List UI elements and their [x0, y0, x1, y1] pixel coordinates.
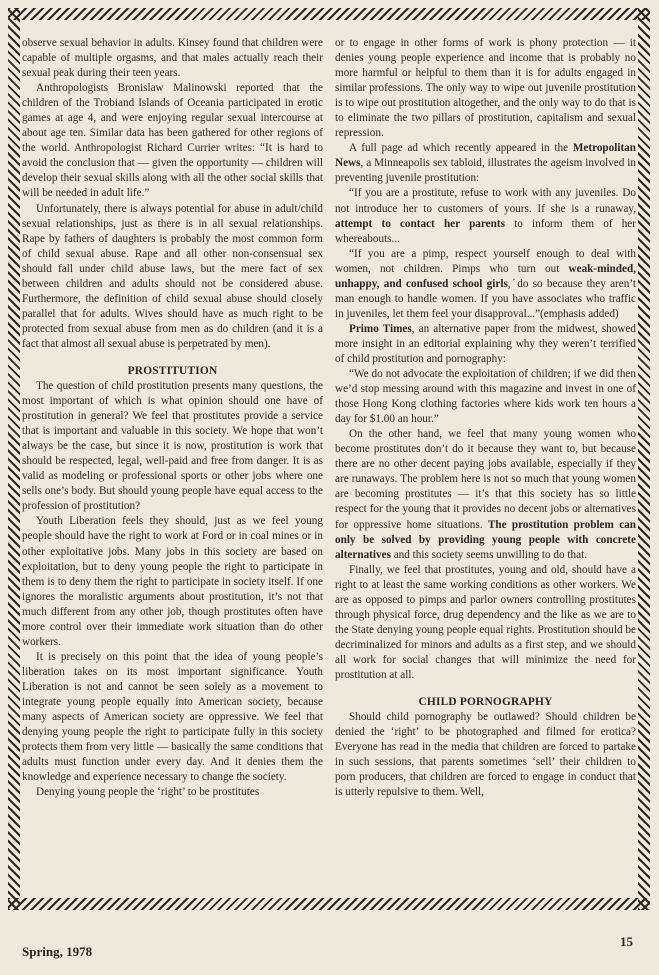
section-heading-child-pornography: CHILD PORNOGRAPHY	[418, 696, 553, 709]
decorative-border-bottom	[8, 898, 650, 910]
emphasis: The prostitution problem can only be solved by providing young people with concrete alternatives	[335, 518, 636, 561]
text-run: “If you are a pimp, respect yourself enough to deal with women, not children. Pimps who turn out	[335, 247, 636, 275]
page-number: 15	[620, 934, 633, 949]
paragraph: Unfortunately, there is always potential for abuse in adult/child sexual relationships, just as there is in all sexual relationships. Rape by fathers of daughters is probably the most common form of child sexual abuse. Rape and all other non-consensual sex should fall under child abuse laws, but the mere fact of sex between children and adults should not be considered abuse. Furthermore, the definition of child sexual abuse should closely parallel that for adults. Wives should have as much right to be protected from sexual abuse from men as do children (and it is a fact that almost all sexual abuse is perpetrated by men).	[22, 202, 323, 350]
paragraph	[335, 247, 636, 322]
emphasis: attempt to contact her parents	[335, 217, 505, 230]
paragraph: Finally, we feel that prostitutes, young and old, should have a right to at least the same working conditions as other workers. We are as opposed to pimps and parlor owners controlling prostitutes through physical force, drug dependency and the like as we are to the State denying young people equal rights. Prostitution should be decriminalized for minors and adults as a first step, and we should all work for social changes that will minimize the need for prostitution at all.	[335, 563, 636, 681]
publication-name: Metropolitan News	[335, 142, 636, 170]
decorative-border-left	[8, 8, 20, 910]
left-column	[22, 36, 323, 894]
text-run: On the other hand, we feel that many young women who become prostitutes don’t do it because they want to, but because there are no other decent paying jobs available, especially if they are runaways. The problem here is not so much that young women are becoming prostitutes — it’s that this society has so little respect for the young that it provides no decent jobs or alternatives for oppressive home situations.	[335, 428, 636, 531]
article-body	[22, 36, 636, 894]
decorative-border-top	[8, 8, 650, 20]
text-run: “If you are a prostitute, refuse to work with any juveniles. Do not introduce her to customers of yours. If she is a runaway,	[335, 187, 636, 215]
paragraph: Youth Liberation feels they should, just as we feel young people should have the right to work at Ford or in coal mines or in other exploitative jobs. Many jobs in this society are based on exploitation, but to deny young people the right to participate in them is to deny them the right to participate in society itself. If one ignores the moralistic arguments about prostitution, it’s not that much different from any other job, though prostitutes often have more control over their immediate work situation than do other workers.	[22, 515, 323, 648]
paragraph: It is precisely on this point that the idea of young people’s liberation takes on its most important significance. Youth Liberation is not and cannot be seen solely as a movement to integrate young people equally into American society, because many aspects of American society are oppressive. We feel that denying young people the right to participate fully in this society protects them from very little — basically the same conditions that adults must function under every day. And it denies them the knowledge and experience necessary to change the society.	[22, 650, 323, 784]
paragraph: The question of child prostitution presents many questions, the most important of which is what opinion should one have of prostitution in general? We feel that prostitutes provide a service that is important and valuable in this society. We hope that won’t always be the case, but since it is now, prostitution is work that should be respected, legal, well-paid and free from danger. It is as valid as modeling or professional sports or other jobs where one sells one’s body. But should young people have equal access to the profession of prostitution?	[22, 379, 323, 513]
section-heading-prostitution: PROSTITUTION	[127, 364, 218, 377]
text-run: to inform them of her whereabouts...	[335, 217, 636, 245]
paragraph: Denying young people the ‘right’ to be prostitutes	[36, 786, 260, 799]
paragraph	[335, 186, 636, 246]
page-frame	[8, 8, 650, 910]
paragraph	[335, 427, 636, 562]
paragraph: or to engage in other forms of work is phony protection — it denies young people experience and income that is probably no more harmful or helpful to them than it is for adults engaged in similar professions. The only way to wipe out juvenile prostitution is to wipe out prostitution altogether, and the only way to do that is to eliminate the two pillars of prostitution, capitalism and sexual repression.	[335, 37, 636, 140]
paragraph: Should child pornography be outlawed? Should children be denied the ‘right’ to be photographed and filmed for erotica? Everyone has read in the media that children are forced to partake in such sessions, that parents sometimes ‘sell’ their children to porn producers, that children are forced to engage in conduct that is utterly repulsive to them. Well,	[335, 711, 636, 799]
emphasis: weak-minded, unhappy, and confused school girls	[335, 262, 636, 290]
text-run: , an alternative paper from the midwest, showed more insight in an editorial explaining why they weren’t terrified of child prostitution and pornography:	[335, 322, 636, 365]
paragraph	[335, 322, 636, 367]
paragraph	[335, 141, 636, 186]
paragraph: “We do not advocate the exploitation of children; if we did then we’d stop messing around with this magazine and invest in one of those Hong Kong clothing factories where kids work ten hours a day for $1.00 an hour.”	[335, 368, 636, 426]
decorative-border-right	[638, 8, 650, 910]
paragraph: observe sexual behavior in adults. Kinsey found that children were capable of multiple orgasms, and that males actually reach their sexual peak during their teen years.	[22, 37, 323, 80]
text-run: and this society seems unwilling to do that.	[390, 548, 587, 561]
text-run: A full page ad which recently appeared in the	[349, 142, 573, 155]
paragraph: Anthropologists Bronislaw Malinowski reported that the children of the Trobiand Islands of Oceania participated in erotic games at age 4, and were enjoying regular sexual intercourse at about age ten. Similar data has been gathered for other regions of the world. Anthropologist Richard Currier writes: “It is hard to avoid the conclusion that — given the opportunity — children will develop their sexual skills along with all the other social skills that will be needed in adult life.”	[22, 82, 323, 200]
text-run: ,ˊdo so because they aren’t man enough to handle women. If you have associates who traffic in juveniles, let them feel your disapproval...”(emphasis added)	[335, 277, 636, 320]
text-run: , a Minneapolis sex tabloid, illustrates the ageism involved in preventing juvenile prostitution:	[335, 157, 636, 185]
issue-date: Spring, 1978	[22, 944, 93, 959]
publication-name: Primo Times	[349, 322, 412, 335]
right-column	[335, 36, 636, 894]
